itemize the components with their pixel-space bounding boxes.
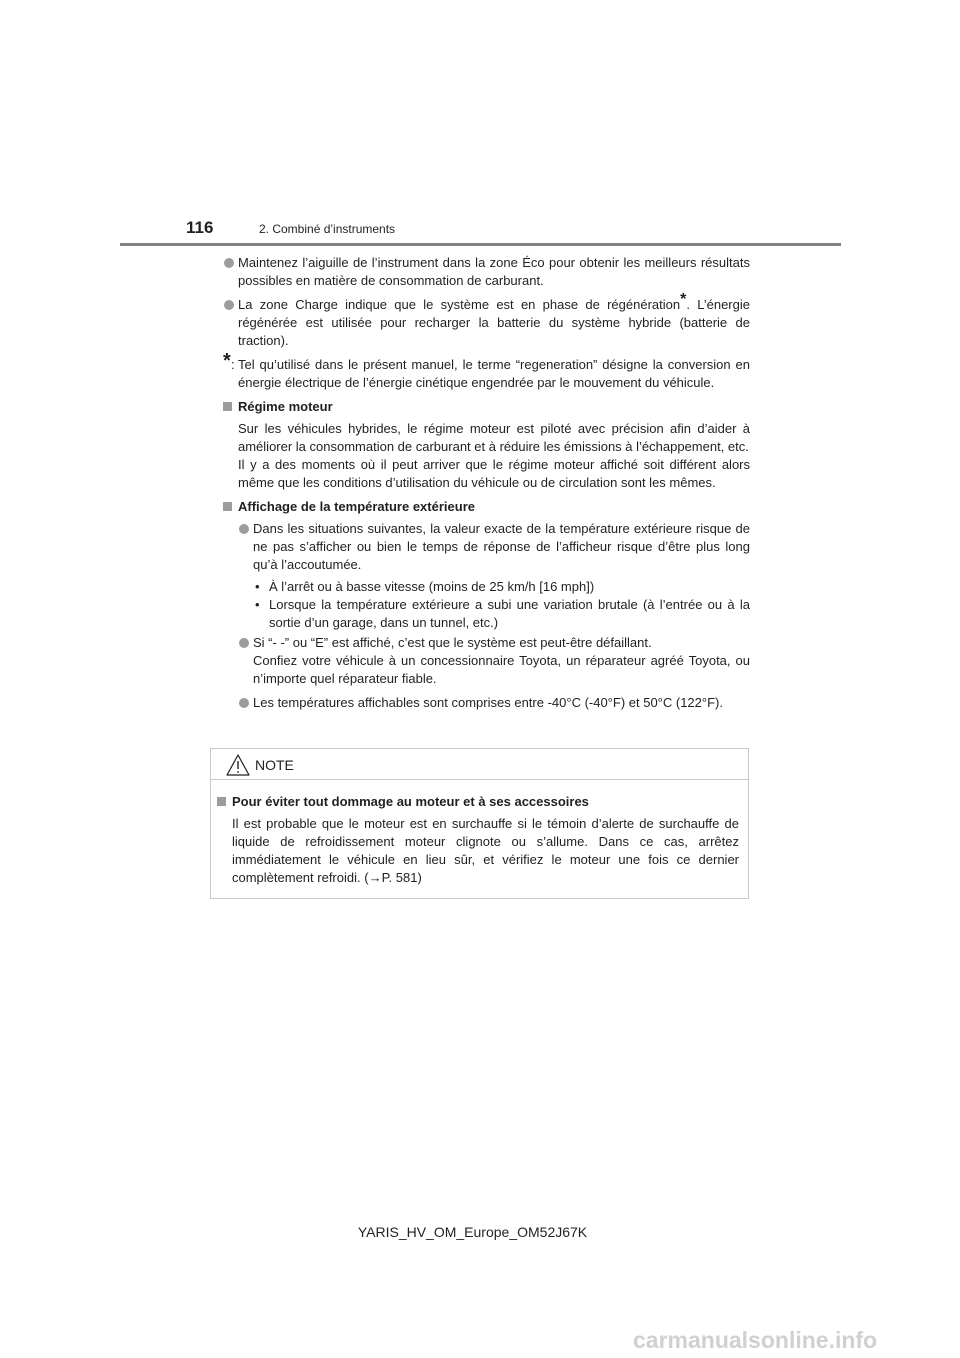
watermark: carmanualsonline.info (633, 1327, 878, 1353)
bullet-text: Maintenez l’aiguille de l’instrument dans la zone Éco pour obtenir les meilleurs résultats possibles en matière de consommation de carburant. (238, 255, 750, 288)
list-item (238, 694, 750, 712)
sub-list-item: • Lorsque la température extérieure a subi une variation brutale (à l’entrée ou à la sortie d’un garage, dans un tunnel, etc.) (255, 597, 750, 630)
footnote-star: * (680, 290, 687, 308)
arrow-icon: → (368, 870, 382, 885)
list-item (238, 520, 750, 574)
section-square-icon (223, 502, 232, 511)
footnote-text: Tel qu’utilisé dans le présent manuel, le terme “regeneration” désigne la conversion en énergie électrique de l’énergie cinétique engendrée par le mouvement du véhicule. (238, 357, 750, 390)
paragraph: Sur les véhicules hybrides, le régime moteur est piloté avec précision afin d’aider à améliorer la consommation de carburant et à réduire les émissions à l’échappement, etc. (238, 421, 750, 454)
warning-icon (226, 754, 250, 776)
note-box (210, 748, 749, 899)
page-number: 116 (186, 218, 214, 237)
page-footer (0, 1224, 960, 1240)
section-square-icon (223, 402, 232, 411)
section-title: Régime moteur (238, 399, 333, 414)
bullet-icon (239, 524, 249, 534)
page-header (0, 0, 960, 250)
section-engine-speed (223, 398, 750, 492)
chapter-title: 2. Combiné d’instruments (259, 222, 396, 236)
footnote: * : Tel qu’utilisé dans le présent manuel, le terme “regeneration” désigne la conversion en énergie électrique de l’énergie cinétique engendrée par le mouvement du véhicule. (223, 350, 750, 390)
bullet-text: Les températures affichables sont comprises entre -40°C (-40°F) et 50°C (122°F). (253, 695, 723, 710)
paragraph: Il y a des moments où il peut arriver que le régime moteur affiché soit différent alors même que les conditions d’utilisation du véhicule ou de circulation sont les mêmes. (238, 457, 750, 490)
section-title: Affichage de la température extérieure (238, 499, 475, 514)
list-item (223, 254, 750, 290)
note-body (217, 793, 739, 887)
note-title: Pour éviter tout dommage au moteur et à ses accessoires (232, 794, 589, 809)
bullet-icon (239, 638, 249, 648)
sub-list-item: • À l’arrêt ou à basse vitesse (moins de 25 km/h [16 mph]) (255, 579, 595, 594)
note-text: Il est probable que le moteur est en surchauffe si le témoin d’alerte de surchauffe de liquide de refroidissement moteur clignote ou s’allume. Dans ce cas, arrêtez immédiatement le véhicule en lieu sûr, et vérifiez le moteur une fois ce dernier complètement refroidi. (→P. 581) (232, 816, 739, 885)
bullet-icon (239, 698, 249, 708)
document-code: YARIS_HV_OM_Europe_OM52J67K (357, 1224, 588, 1240)
note-header (211, 749, 748, 780)
bullet-text (238, 290, 750, 350)
page-reference-link[interactable]: P. 581) (381, 870, 422, 885)
list-item (223, 290, 750, 350)
bullet-icon (224, 300, 234, 310)
charge-text-b: . L’énergie régénérée est utilisée pour recharger la batterie du système hybride (batterie de traction). (238, 297, 750, 348)
note-label: NOTE (255, 757, 294, 773)
bullet-icon (224, 258, 234, 268)
note-section (217, 793, 739, 887)
header-divider (120, 243, 841, 246)
footnote-mark: * (223, 350, 231, 372)
charge-text-a: La zone Charge indique que le système est en phase de régénération (238, 297, 681, 312)
section-outside-temp (223, 498, 750, 712)
bullet-text: Dans les situations suivantes, la valeur exacte de la température extérieure risque de ne pas s’afficher ou bien le temps de réponse de l’afficheur risque d’être plus long qu’à l’accoutumée. (253, 521, 750, 572)
bullet-text: Si “- -” ou “E” est affiché, c’est que le système est peut-être défaillant. (253, 635, 652, 650)
list-item (238, 634, 750, 688)
main-content (223, 254, 750, 718)
section-square-icon (217, 797, 226, 806)
bullet-text: Confiez votre véhicule à un concessionnaire Toyota, un réparateur agréé Toyota, ou n’importe quel réparateur fiable. (253, 653, 750, 686)
